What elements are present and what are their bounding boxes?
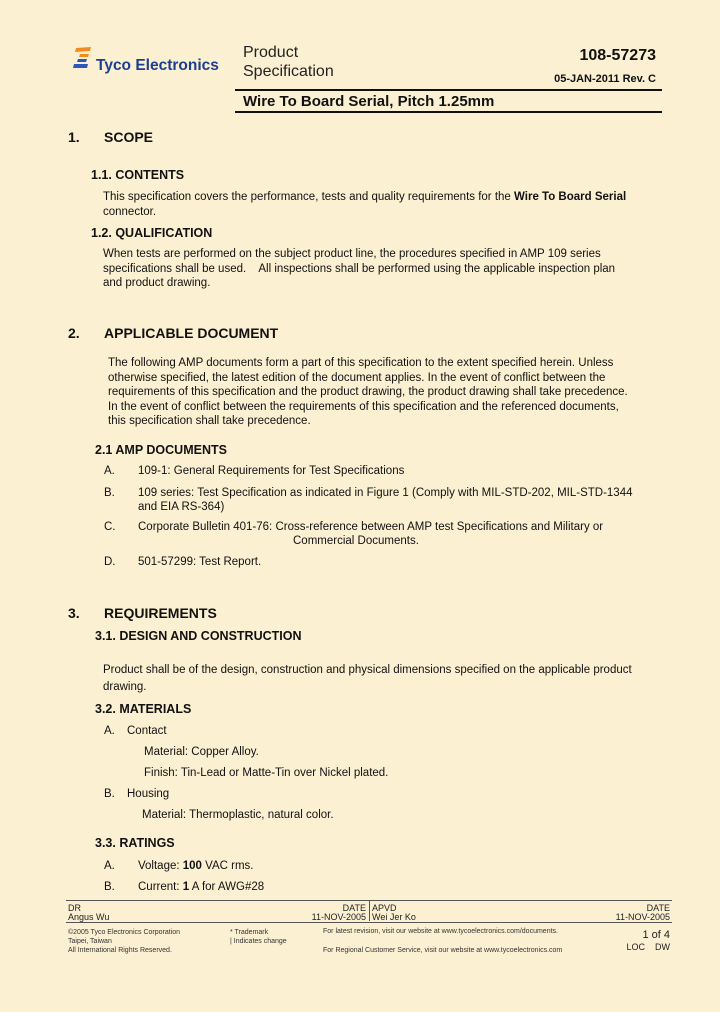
paragraph-line: specifications shall be used. All inspections shall be performed using the applicable inspection plan bbox=[103, 262, 616, 275]
doc-type bbox=[243, 43, 334, 81]
section-title: REQUIREMENTS bbox=[104, 605, 217, 621]
tyco-logo-icon bbox=[72, 45, 94, 71]
section-3-heading bbox=[68, 605, 468, 621]
approved-date: 11-NOV-2005 bbox=[615, 912, 670, 922]
applicable-intro-paragraph bbox=[108, 356, 668, 429]
amp-documents-heading: 2.1 AMP DOCUMENTS bbox=[95, 443, 227, 457]
approved-by-name: Wei Jer Ko bbox=[372, 912, 416, 922]
copyright-line: All International Rights Reserved. bbox=[68, 947, 172, 954]
copyright-block bbox=[68, 928, 180, 955]
revision-note: For latest revision, visit our website at www.tycoelectronics.com/documents. bbox=[323, 928, 558, 935]
section-number: 3. bbox=[68, 605, 80, 621]
paragraph-line: and product drawing. bbox=[103, 277, 211, 289]
contents-heading: 1.1. CONTENTS bbox=[91, 168, 185, 182]
date-label: DATE bbox=[646, 903, 670, 913]
ratings-heading: 3.3. RATINGS bbox=[95, 836, 175, 850]
current-value: 1 bbox=[182, 881, 190, 893]
design-paragraph bbox=[103, 662, 668, 696]
list-letter: A. bbox=[104, 860, 115, 872]
company-logo-text: Tyco Electronics bbox=[96, 57, 219, 74]
list-text: Housing bbox=[127, 788, 170, 800]
drawn-date: 11-NOV-2005 bbox=[311, 912, 366, 922]
list-letter: B. bbox=[104, 487, 115, 499]
doc-title: Wire To Board Serial, Pitch 1.25mm bbox=[243, 93, 495, 110]
qualification-heading: 1.2. QUALIFICATION bbox=[91, 226, 213, 240]
text-span: VAC rms. bbox=[201, 860, 254, 872]
service-note: For Regional Customer Service, visit our website at www.tycoelectronics.com bbox=[323, 947, 563, 954]
list-letter: A. bbox=[104, 465, 115, 477]
legend-block bbox=[230, 928, 287, 946]
legend-line: * Trademark bbox=[230, 929, 269, 936]
list-item bbox=[104, 520, 664, 550]
legend-line: | Indicates change bbox=[230, 938, 287, 945]
drawn-by-name: Angus Wu bbox=[68, 912, 110, 922]
voltage-value: 100 bbox=[182, 860, 202, 872]
date-label: DATE bbox=[342, 903, 366, 913]
footer-rule-bottom bbox=[66, 922, 672, 923]
list-item bbox=[104, 555, 664, 571]
text-span: Voltage: bbox=[138, 860, 183, 872]
section-title: SCOPE bbox=[104, 129, 154, 145]
list-letter: B. bbox=[104, 881, 115, 893]
location-code: LOC DW bbox=[626, 942, 670, 952]
section-2-heading bbox=[68, 325, 468, 341]
header-rule-bottom bbox=[235, 111, 662, 113]
paragraph-line: The following AMP documents form a part of this specification to the extent specified herein. Unless bbox=[108, 357, 614, 369]
drawn-by-label: DR bbox=[68, 903, 81, 913]
approved-by-label: APVD bbox=[372, 903, 397, 913]
paragraph-line: otherwise specified, the latest edition of the document applies. In the event of conflict between the bbox=[108, 371, 606, 384]
paragraph-line: this specification shall take precedence. bbox=[108, 415, 311, 427]
contact-material: Material: Copper Alloy. bbox=[144, 746, 259, 758]
page-number: 1 of 4 bbox=[642, 929, 670, 941]
section-title: APPLICABLE DOCUMENT bbox=[104, 325, 279, 341]
doc-number: 108-57273 bbox=[579, 47, 656, 64]
paragraph-line: When tests are performed on the subject product line, the procedures specified in AMP 109 series bbox=[103, 248, 601, 260]
copyright-line: ©2005 Tyco Electronics Corporation bbox=[68, 929, 181, 936]
paragraph-line: drawing. bbox=[103, 681, 147, 693]
doc-type-line2: Specification bbox=[243, 63, 334, 80]
header-rule-top bbox=[235, 89, 662, 91]
contents-paragraph bbox=[103, 190, 663, 219]
bold-span: Wire To Board Serial bbox=[514, 191, 627, 203]
paragraph-line: Product shall be of the design, construction and physical dimensions specified on the applicable product bbox=[103, 664, 632, 676]
footer-divider bbox=[369, 900, 370, 921]
section-number: 1. bbox=[68, 129, 80, 145]
list-text: 109 series: Test Specification as indicated in Figure 1 (Comply with MIL-STD-202, MIL-STD-1344 bbox=[138, 487, 633, 499]
section-number: 2. bbox=[68, 325, 80, 341]
list-letter: A. bbox=[104, 725, 115, 737]
list-text: 109-1: General Requirements for Test Specifications bbox=[138, 465, 405, 477]
list-text: 501-57299: Test Report. bbox=[138, 556, 262, 568]
list-item bbox=[104, 486, 664, 516]
text-span: connector. bbox=[103, 205, 157, 218]
list-letter: C. bbox=[104, 521, 116, 533]
list-text: and EIA RS-364) bbox=[138, 501, 225, 513]
section-1-heading bbox=[68, 129, 368, 145]
design-heading: 3.1. DESIGN AND CONSTRUCTION bbox=[95, 629, 302, 643]
list-letter: B. bbox=[104, 788, 115, 800]
paragraph-line: requirements of this specification and the product drawing, the product drawing shall take precedence. bbox=[108, 386, 628, 398]
text-span: This specification covers the performance, tests and quality requirements for the bbox=[103, 191, 515, 203]
list-text: Corporate Bulletin 401-76: Cross-reference between AMP test Specifications and Military or bbox=[138, 521, 604, 533]
housing-material: Material: Thermoplastic, natural color. bbox=[142, 809, 334, 821]
text-span: Current: bbox=[138, 881, 183, 893]
list-letter: D. bbox=[104, 556, 116, 568]
list-item bbox=[104, 464, 664, 480]
contact-finish: Finish: Tin-Lead or Matte-Tin over Nickel plated. bbox=[144, 767, 389, 779]
copyright-line: Taipei, Taiwan bbox=[68, 938, 112, 945]
doc-type-line1: Product bbox=[243, 44, 299, 61]
list-text: Contact bbox=[127, 725, 167, 737]
text-span: A for AWG#28 bbox=[189, 881, 265, 893]
qualification-paragraph bbox=[103, 247, 663, 291]
materials-heading: 3.2. MATERIALS bbox=[95, 702, 192, 716]
doc-date-revision: 05-JAN-2011 Rev. C bbox=[554, 73, 656, 85]
paragraph-line: In the event of conflict between the requirements of this specification and the referenced documents, bbox=[108, 400, 619, 413]
list-text: Commercial Documents. bbox=[293, 535, 419, 547]
